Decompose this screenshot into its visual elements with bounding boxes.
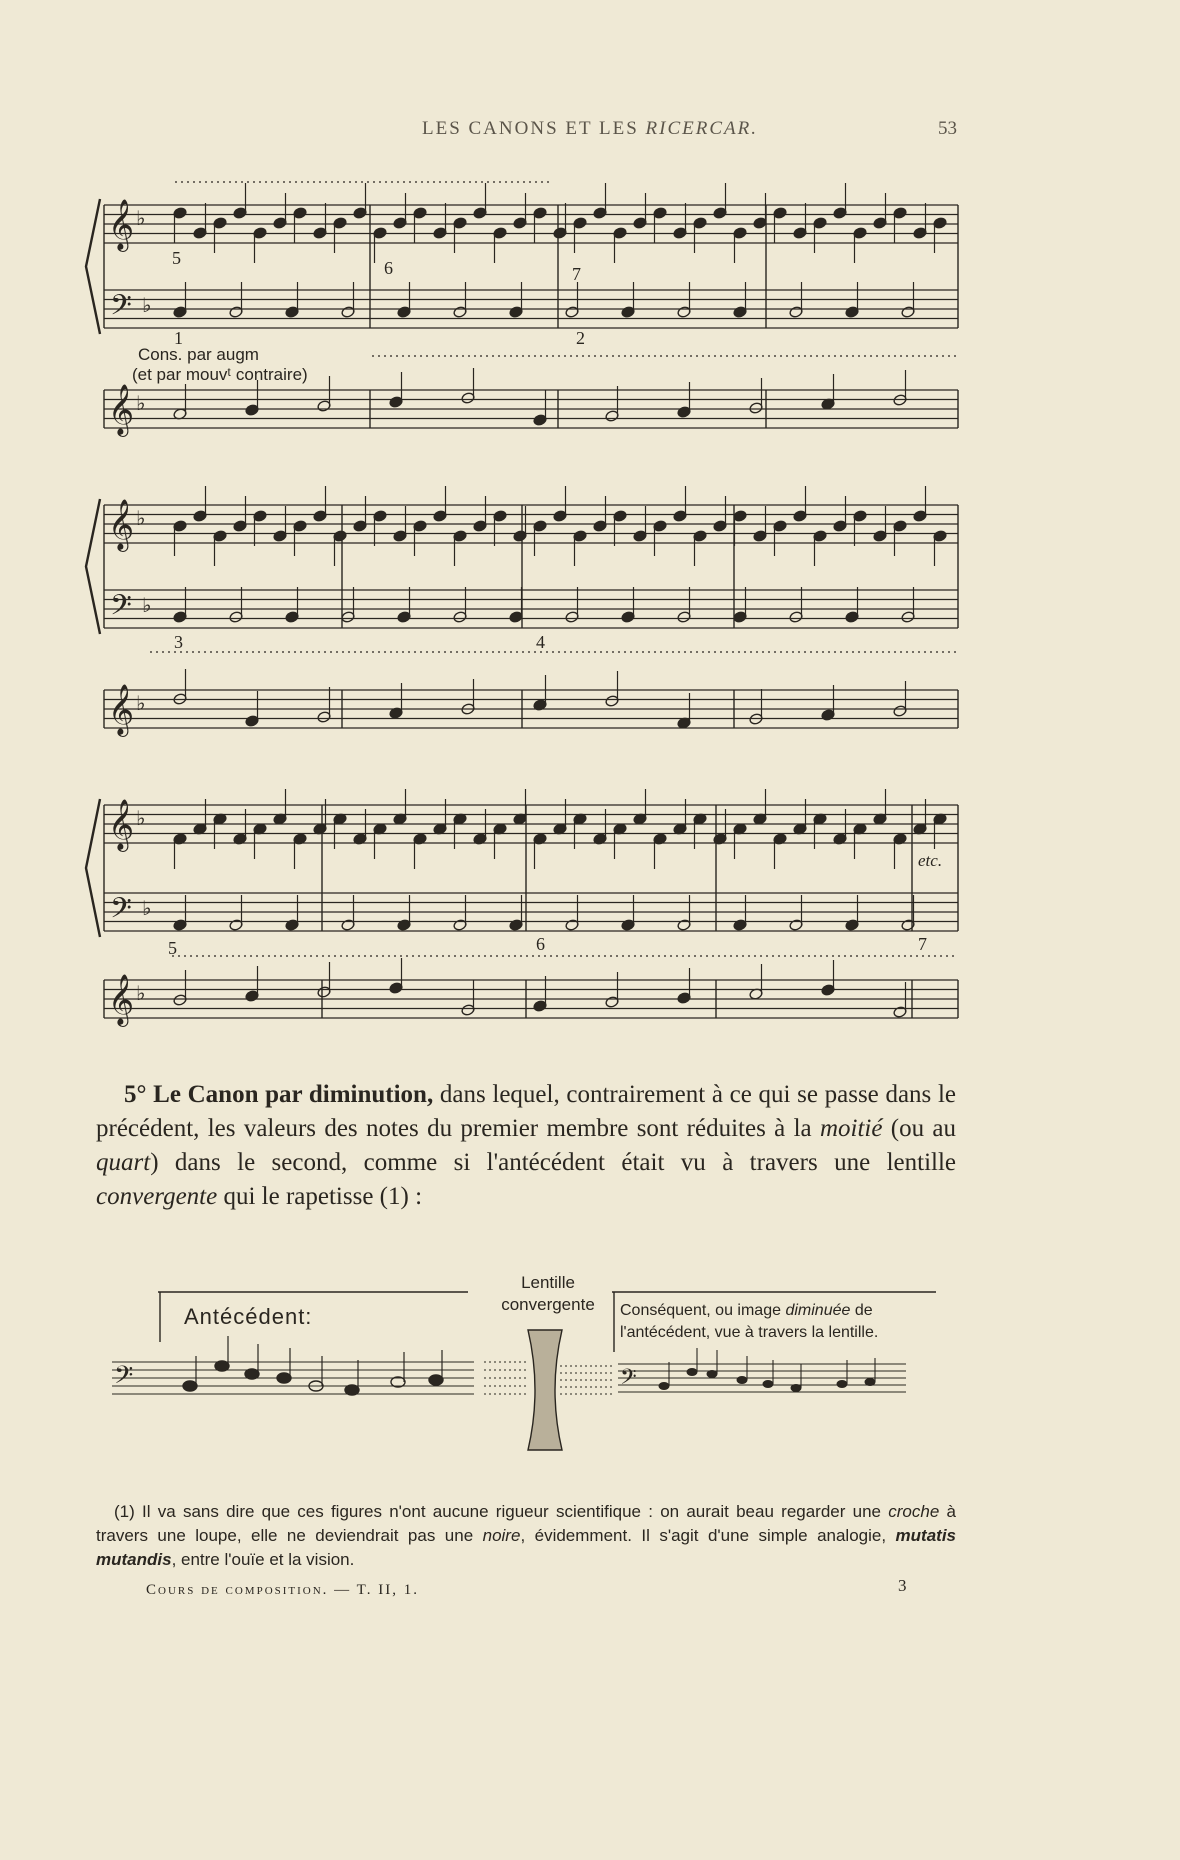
antecedent-note: [345, 1385, 359, 1395]
treble-clef: 𝄞: [108, 199, 135, 250]
flat-key-signature: ♭: [136, 806, 146, 830]
antecedent-note: [277, 1373, 291, 1383]
paragraph-text-4: qui le rapetisse (1) :: [217, 1183, 423, 1210]
bass-number-3: 3: [174, 632, 183, 652]
bass-number-7b: 7: [918, 934, 927, 954]
flat-key-signature: ♭: [136, 691, 146, 715]
paragraph-text-2: (ou au: [882, 1115, 957, 1142]
flat-key-signature: ♭: [142, 293, 152, 317]
consequent-note: [737, 1376, 748, 1384]
antecedent-bass-clef: 𝄢: [114, 1361, 134, 1396]
antecedent-note: [215, 1361, 229, 1371]
footnote-italic-2: noire: [482, 1526, 521, 1545]
paragraph-italic-1: moitié: [819, 1115, 883, 1142]
footer-signature: Cours de composition. — T. II, 1.: [146, 1582, 419, 1598]
flat-key-signature: ♭: [136, 206, 146, 230]
measure-number-5: 5: [172, 248, 181, 268]
footnote-italic-3: mutatis mutandis: [96, 1526, 957, 1569]
antecedent-label: Antécédent:: [184, 1304, 313, 1329]
consequent-note: [707, 1370, 718, 1378]
flat-key-signature: ♭: [142, 896, 152, 920]
paragraph-text-3: ) dans le second, comme si l'antécédent était vu à travers une lentille: [150, 1149, 956, 1176]
treble-clef: 𝄞: [108, 684, 135, 735]
running-title-italic: RICERCAR.: [645, 118, 758, 139]
paragraph-italic-2: quart: [96, 1149, 151, 1176]
measure-number-6: 6: [384, 258, 393, 278]
flat-key-signature: ♭: [136, 391, 146, 415]
footnote-text-4: , entre l'ouïe et la vision.: [171, 1550, 355, 1569]
etc-mark: etc.: [918, 851, 943, 870]
comes-label-2: (et par mouvᵗ contraire): [132, 365, 308, 384]
running-title: LES CANONS ET LES: [421, 118, 646, 139]
treble-clef: 𝄞: [108, 384, 135, 435]
footer-signature-mark: 3: [898, 1576, 907, 1595]
treble-clef: 𝄞: [108, 499, 135, 550]
footnote: [96, 1500, 956, 1572]
flat-key-signature: ♭: [142, 593, 152, 617]
footnote-text-2: à travers une loupe, elle ne deviendrait pas une: [96, 1502, 956, 1545]
paragraph-italic-3: convergente: [96, 1183, 218, 1210]
bass-clef: 𝄢: [110, 289, 132, 329]
consequent-note: [687, 1368, 698, 1376]
consequent-italic: diminuée: [785, 1302, 851, 1319]
lens-label: [478, 1272, 618, 1316]
consequent-text-a: Conséquent, ou image: [620, 1302, 786, 1319]
bass-number-5b: 5: [168, 938, 177, 958]
antecedent-note: [429, 1375, 443, 1385]
consequent-text-b: de: [850, 1302, 873, 1319]
flat-key-signature: ♭: [136, 981, 146, 1005]
consequent-note: [763, 1380, 774, 1388]
flat-key-signature: ♭: [136, 506, 146, 530]
paragraph-text-1: dans lequel, contrairement à ce qui se passe dans le précédent, les valeurs des notes du premier membre sont réduites à la: [96, 1081, 956, 1142]
lens-label-line-2: convergente: [501, 1295, 595, 1314]
consequent-note: [837, 1380, 848, 1388]
lens-label-line-1: Lentille: [521, 1273, 575, 1292]
lens-shape: [528, 1330, 562, 1450]
consequent-note: [865, 1378, 876, 1386]
consequent-line-2: l'antécédent, vue à travers la lentille.: [620, 1324, 879, 1341]
consequent-note: [659, 1382, 670, 1390]
footnote-text-3: , évidemment. Il s'agit d'une simple analogie,: [520, 1526, 896, 1545]
bass-clef: 𝄢: [110, 892, 132, 932]
consequent-bass-clef: 𝄢: [620, 1365, 637, 1395]
comes-label-1: Cons. par augm: [138, 345, 259, 364]
bass-number-1: 1: [174, 328, 183, 348]
footnote-text-1: (1) Il va sans dire que ces figures n'ont aucune rigueur scientifique : on aurait beau regarder une: [114, 1502, 889, 1521]
antecedent-note: [245, 1369, 259, 1379]
measure-number-7: 7: [572, 264, 581, 284]
bass-clef: 𝄢: [110, 589, 132, 629]
bass-number-6b: 6: [536, 934, 545, 954]
bass-number-2: 2: [576, 328, 585, 348]
bass-number-4: 4: [536, 632, 545, 652]
page-number: 53: [938, 118, 957, 139]
treble-clef: 𝄞: [108, 974, 135, 1025]
consequent-note: [791, 1384, 802, 1392]
consequent-label: [620, 1300, 878, 1344]
paragraph-lead: 5° Le Canon par diminution,: [124, 1081, 434, 1108]
antecedent-note: [183, 1381, 197, 1391]
footnote-italic-1: croche: [888, 1502, 940, 1521]
treble-clef: 𝄞: [108, 799, 135, 850]
